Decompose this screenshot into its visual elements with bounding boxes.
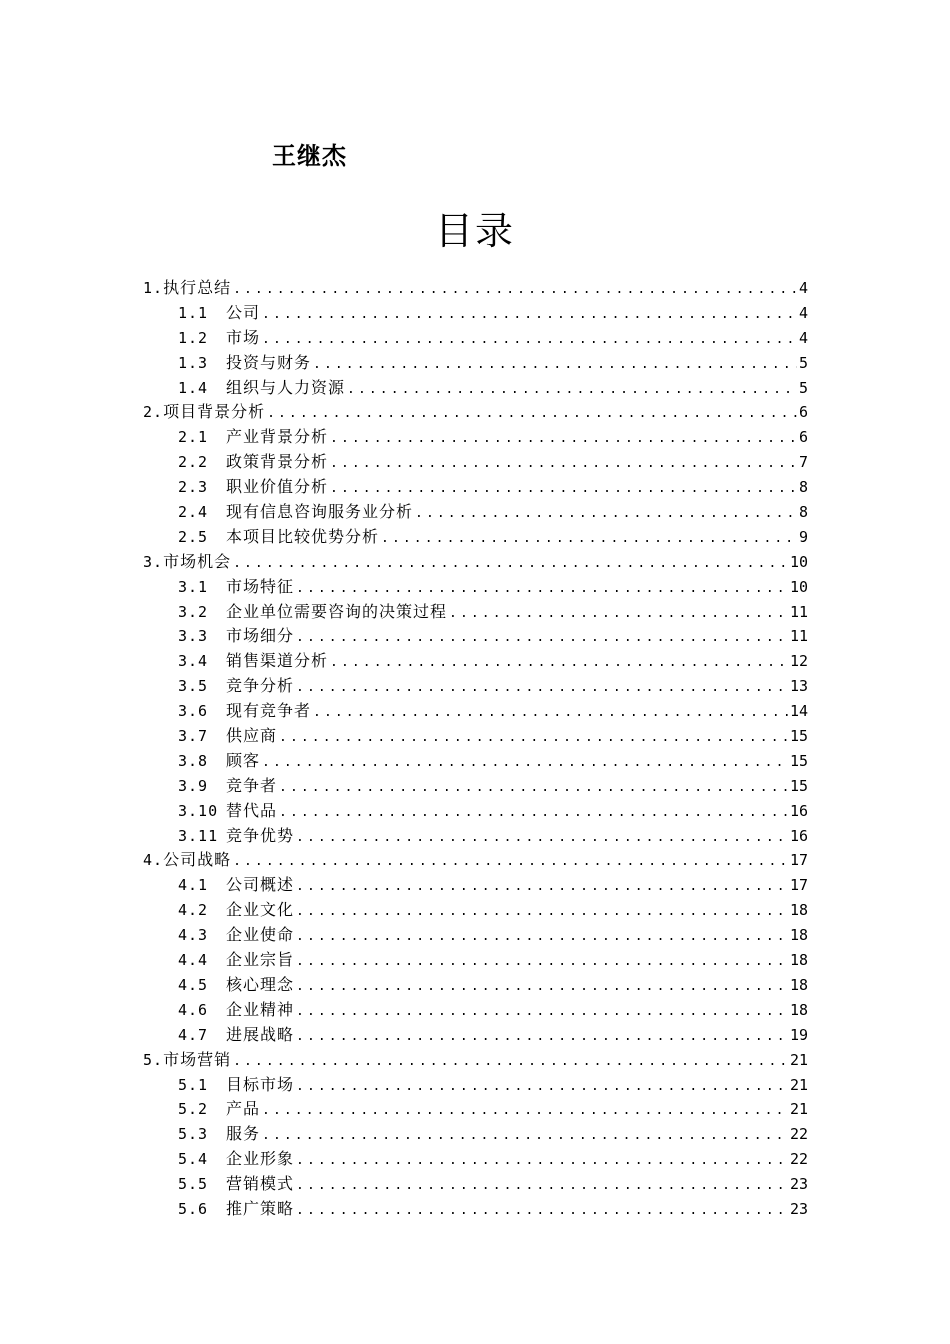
toc-entry-page: 11 (789, 627, 808, 646)
toc-entry-label: 竞争优势 (226, 825, 295, 845)
toc-entry-page: 12 (789, 652, 808, 671)
dot-leader (313, 353, 797, 378)
toc-entry-page: 15 (789, 751, 808, 770)
toc-entry[interactable] (143, 575, 808, 600)
toc-entry-label: 推广策略 (226, 1198, 295, 1218)
toc-entry[interactable] (143, 749, 808, 774)
dot-leader (279, 801, 788, 826)
toc-entry-number: 4.1 (178, 876, 209, 895)
dot-leader (262, 328, 797, 353)
dot-leader (262, 303, 797, 328)
toc-entry-page: 11 (789, 602, 808, 621)
toc-entry-number: 3.10 (178, 801, 219, 820)
toc-entry-page: 15 (789, 776, 808, 795)
toc-entry-page: 8 (798, 478, 808, 497)
toc-entry-page: 17 (789, 876, 808, 895)
toc-entry-label: 职业价值分析 (226, 477, 329, 497)
toc-entry-page: 4 (798, 279, 808, 297)
toc-entry[interactable] (143, 1197, 808, 1222)
toc-entry-label: 企业使命 (226, 925, 295, 945)
toc-entry[interactable] (143, 351, 808, 376)
toc-entry-page: 5 (798, 353, 808, 372)
dot-leader (296, 1000, 788, 1025)
toc-entry[interactable] (143, 824, 808, 849)
toc-entry[interactable] (143, 400, 808, 425)
toc-entry-label: 竞争分析 (226, 676, 295, 696)
toc-entry-page: 19 (789, 1025, 808, 1044)
dot-leader (233, 1050, 788, 1075)
toc-entry[interactable] (143, 848, 808, 873)
dot-leader (296, 577, 788, 602)
toc-entry-page: 18 (789, 901, 808, 920)
dot-leader (415, 502, 797, 527)
toc-entry[interactable] (143, 923, 808, 948)
toc-entry-page: 23 (789, 1199, 808, 1218)
toc-entry-number: 5.1 (178, 1075, 209, 1094)
toc-entry-label: 现有信息咨询服务业分析 (226, 502, 414, 522)
toc-entry[interactable] (143, 898, 808, 923)
toc-entry-page: 9 (798, 527, 808, 546)
toc-entry-label: 公司战略 (163, 850, 232, 870)
toc-entry-number: 5.2 (178, 1100, 209, 1119)
toc-entry-label: 执行总结 (163, 278, 232, 297)
dot-leader (296, 626, 788, 651)
author-name: 王继杰 (272, 142, 347, 170)
toc-entry-label: 竞争者 (226, 775, 278, 795)
toc-title: 目录 (434, 209, 515, 253)
toc-entry-number: 4. (143, 851, 164, 870)
toc-entry-number: 4.5 (178, 975, 209, 994)
toc-entry[interactable] (143, 500, 808, 525)
toc-entry[interactable] (143, 1122, 808, 1147)
toc-entry[interactable] (143, 550, 808, 575)
toc-entry-number: 2.4 (178, 503, 209, 522)
toc-entry[interactable] (143, 600, 808, 625)
toc-entry-number: 4.4 (178, 951, 209, 970)
toc-entry-number: 4.6 (178, 1000, 209, 1019)
toc-entry-label: 项目背景分析 (163, 402, 266, 422)
toc-entry-number: 3.6 (178, 702, 209, 721)
dot-leader (262, 1124, 788, 1149)
toc-entry-number: 3.3 (178, 627, 209, 646)
table-of-contents (143, 276, 808, 1222)
toc-entry-number: 2.3 (178, 478, 209, 497)
toc-entry-number: 4.2 (178, 901, 209, 920)
toc-entry[interactable] (143, 1172, 808, 1197)
dot-leader (347, 378, 797, 403)
toc-entry-label: 销售渠道分析 (226, 651, 329, 671)
toc-entry-page: 18 (789, 975, 808, 994)
toc-entry-number: 1. (143, 279, 164, 297)
toc-entry-number: 3.7 (178, 727, 209, 746)
toc-entry-page: 22 (789, 1150, 808, 1169)
toc-entry-number: 3.11 (178, 826, 219, 845)
toc-entry-number: 3.8 (178, 751, 209, 770)
toc-entry-label: 市场营销 (163, 1049, 232, 1069)
toc-entry[interactable] (143, 525, 808, 550)
toc-entry-number: 2.1 (178, 428, 209, 447)
toc-entry-label: 市场机会 (163, 551, 232, 571)
toc-entry-page: 21 (789, 1050, 808, 1069)
dot-leader (296, 1174, 788, 1199)
toc-entry[interactable] (143, 376, 808, 401)
toc-entry-label: 替代品 (226, 800, 278, 820)
dot-leader (262, 751, 788, 776)
toc-entry-label: 公司概述 (226, 875, 295, 895)
dot-leader (267, 402, 797, 427)
toc-entry-label: 现有竞争者 (226, 701, 312, 721)
dot-leader (296, 1025, 788, 1050)
dot-leader (296, 950, 788, 975)
toc-entry-page: 5 (798, 378, 808, 397)
toc-entry-label: 产业背景分析 (226, 427, 329, 447)
toc-entry-page: 18 (789, 926, 808, 945)
toc-entry[interactable] (143, 998, 808, 1023)
toc-entry[interactable] (143, 475, 808, 500)
toc-entry[interactable] (143, 1097, 808, 1122)
toc-entry-page: 6 (798, 428, 808, 447)
toc-entry[interactable] (143, 276, 808, 301)
toc-entry[interactable] (143, 1073, 808, 1098)
dot-leader (296, 1199, 788, 1224)
toc-entry-label: 进展战略 (226, 1024, 295, 1044)
toc-entry[interactable] (143, 948, 808, 973)
dot-leader (449, 602, 788, 627)
toc-entry[interactable] (143, 1147, 808, 1172)
toc-entry-page: 13 (789, 677, 808, 696)
toc-entry-page: 15 (789, 727, 808, 746)
toc-entry-number: 1.1 (178, 303, 209, 322)
toc-entry-page: 16 (789, 826, 808, 845)
toc-entry-page: 16 (789, 801, 808, 820)
toc-entry-label: 本项目比较优势分析 (226, 526, 380, 546)
toc-entry-number: 1.2 (178, 328, 209, 347)
dot-leader (279, 776, 788, 801)
toc-entry-number: 5.4 (178, 1150, 209, 1169)
toc-entry-number: 2.5 (178, 527, 209, 546)
toc-entry-page: 23 (789, 1175, 808, 1194)
toc-entry-number: 3. (143, 552, 164, 571)
toc-entry-number: 3.1 (178, 577, 209, 596)
toc-entry-label: 企业文化 (226, 900, 295, 920)
toc-entry-page: 18 (789, 951, 808, 970)
toc-entry[interactable] (143, 301, 808, 326)
toc-entry-page: 14 (789, 702, 808, 721)
dot-leader (279, 726, 788, 751)
dot-leader (296, 1149, 788, 1174)
toc-entry-number: 3.5 (178, 677, 209, 696)
toc-entry-label: 投资与财务 (226, 352, 312, 372)
toc-entry-number: 5.6 (178, 1199, 209, 1218)
dot-leader (330, 477, 797, 502)
toc-entry-page: 10 (789, 552, 808, 571)
toc-entry-number: 3.2 (178, 602, 209, 621)
toc-entry-page: 21 (789, 1100, 808, 1119)
toc-entry-label: 市场特征 (226, 576, 295, 596)
toc-entry-label: 组织与人力资源 (226, 377, 346, 397)
dot-leader (296, 1075, 788, 1100)
dot-leader (296, 925, 788, 950)
toc-entry-number: 3.9 (178, 776, 209, 795)
toc-entry-number: 1.3 (178, 353, 209, 372)
toc-entry-number: 3.4 (178, 652, 209, 671)
toc-entry-page: 22 (789, 1125, 808, 1144)
toc-entry-number: 5. (143, 1050, 164, 1069)
toc-entry-label: 核心理念 (226, 974, 295, 994)
toc-entry-label: 市场 (226, 327, 261, 347)
dot-leader (296, 676, 788, 701)
toc-entry-label: 企业单位需要咨询的决策过程 (226, 601, 448, 621)
toc-entry-page: 6 (798, 403, 808, 422)
dot-leader (233, 850, 788, 875)
toc-entry-number: 4.3 (178, 926, 209, 945)
dot-leader (296, 826, 788, 851)
toc-entry-label: 公司 (226, 302, 261, 322)
dot-leader (313, 701, 788, 726)
dot-leader (381, 527, 797, 552)
toc-entry-page: 17 (789, 851, 808, 870)
dot-leader (296, 900, 788, 925)
toc-entry-page: 8 (798, 503, 808, 522)
toc-entry[interactable] (143, 1023, 808, 1048)
toc-entry-label: 企业宗旨 (226, 950, 295, 970)
dot-leader (233, 552, 788, 577)
toc-entry[interactable] (143, 799, 808, 824)
toc-entry[interactable] (143, 973, 808, 998)
toc-entry[interactable] (143, 649, 808, 674)
toc-entry-label: 企业精神 (226, 999, 295, 1019)
toc-entry[interactable] (143, 425, 808, 450)
toc-entry[interactable] (143, 774, 808, 799)
toc-entry-label: 服务 (226, 1124, 261, 1144)
toc-entry-number: 1.4 (178, 378, 209, 397)
dot-leader (296, 975, 788, 1000)
toc-entry[interactable] (143, 450, 808, 475)
toc-entry-number: 5.5 (178, 1175, 209, 1194)
dot-leader (330, 651, 788, 676)
toc-entry-page: 21 (789, 1075, 808, 1094)
toc-entry-number: 5.3 (178, 1125, 209, 1144)
dot-leader (330, 452, 797, 477)
dot-leader (330, 427, 797, 452)
toc-entry[interactable] (143, 1048, 808, 1073)
toc-entry-number: 2.2 (178, 453, 209, 472)
dot-leader (262, 1099, 788, 1124)
toc-entry-label: 企业形象 (226, 1149, 295, 1169)
toc-entry-number: 4.7 (178, 1025, 209, 1044)
toc-entry[interactable] (143, 873, 808, 898)
toc-entry[interactable] (143, 624, 808, 649)
dot-leader (233, 278, 797, 303)
toc-entry-label: 产品 (226, 1099, 261, 1119)
toc-entry-label: 政策背景分析 (226, 452, 329, 472)
toc-entry-page: 4 (798, 328, 808, 347)
toc-entry-label: 市场细分 (226, 626, 295, 646)
toc-entry-label: 供应商 (226, 726, 278, 746)
dot-leader (296, 875, 788, 900)
toc-entry-number: 2. (143, 403, 164, 422)
toc-entry-page: 18 (789, 1000, 808, 1019)
toc-entry-page: 4 (798, 303, 808, 322)
toc-entry-page: 7 (798, 453, 808, 472)
toc-entry[interactable] (143, 724, 808, 749)
toc-entry-label: 顾客 (226, 750, 261, 770)
toc-entry-label: 目标市场 (226, 1074, 295, 1094)
toc-entry[interactable] (143, 699, 808, 724)
toc-entry-label: 营销模式 (226, 1174, 295, 1194)
toc-entry-page: 10 (789, 577, 808, 596)
toc-entry[interactable] (143, 674, 808, 699)
toc-entry[interactable] (143, 326, 808, 351)
